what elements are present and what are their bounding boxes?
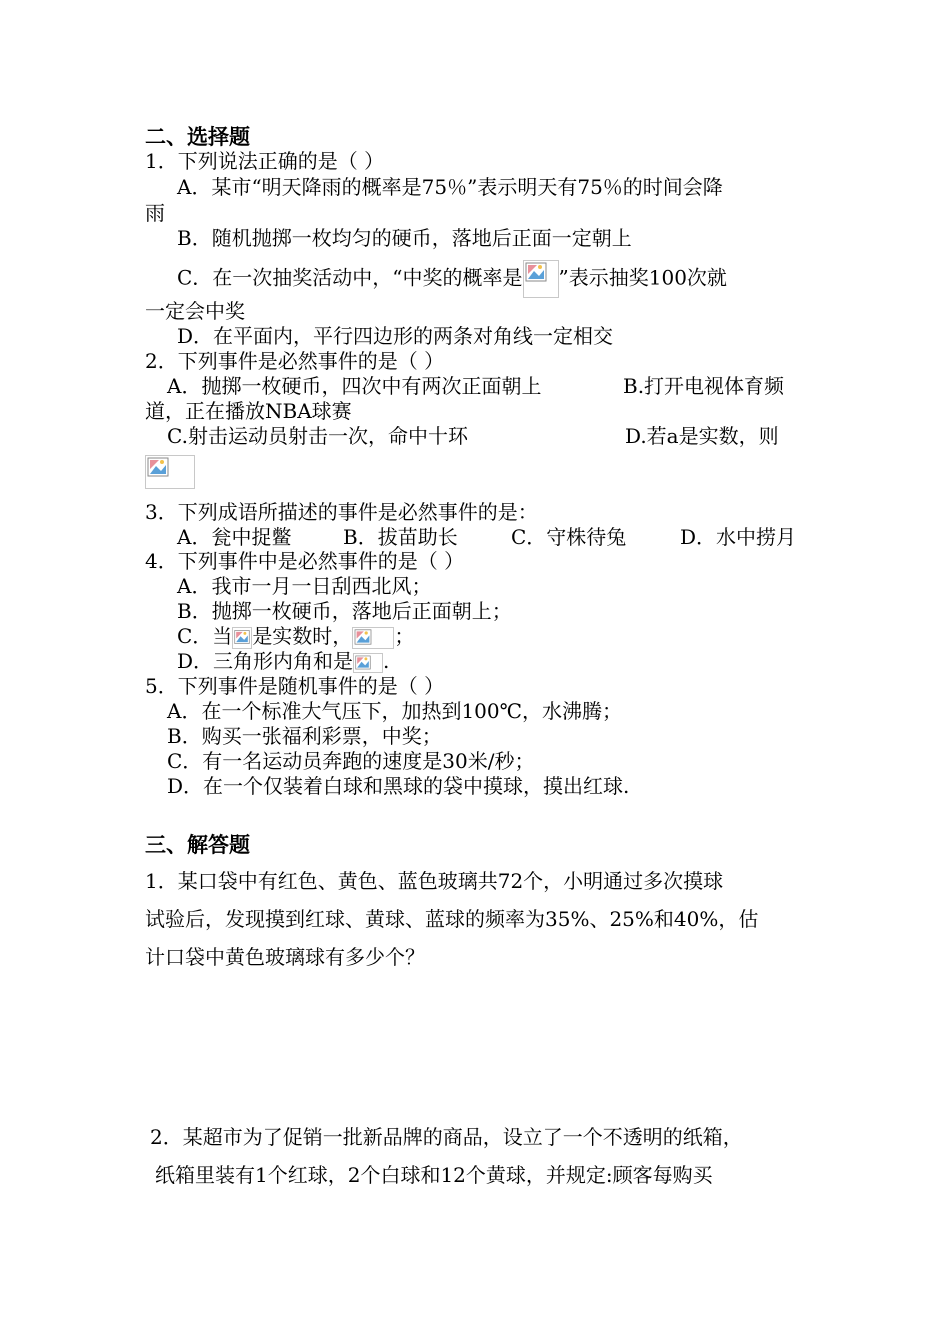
q4-stem: 4．下列事件中是必然事件的是（ ） — [145, 549, 465, 573]
broken-image-icon — [145, 455, 195, 489]
s3-q1-line: 1．某口袋中有红色、黄色、蓝色玻璃共72个，小明通过多次摸球 — [145, 869, 724, 893]
s3-q1-line: 计口袋中黄色玻璃球有多少个？ — [145, 945, 425, 969]
q4-option-a: A．我市一月一日刮西北风； — [177, 574, 432, 598]
q2-option-a: A．抛掷一枚硬币，四次中有两次正面朝上 — [167, 374, 542, 398]
section-heading-choice: 二、选择题 — [145, 125, 250, 149]
q4-option-c-text: C．当 — [177, 624, 233, 648]
q3-option-c: C．守株待兔 — [511, 525, 627, 549]
q4-option-b: B．抛掷一枚硬币，落地后正面朝上； — [177, 599, 512, 623]
q5-option-c: C．有一名运动员奔跑的速度是30米/秒； — [167, 749, 535, 773]
q1-option-a: A．某市“明天降雨的概率是75％”表示明天有75％的时间会降 — [177, 175, 723, 199]
broken-image-icon — [232, 627, 252, 649]
q1-option-c-text: C．在一次抽奖活动中，“中奖的概率是 — [177, 265, 523, 290]
q5-option-d: D．在一个仅装着白球和黑球的袋中摸球，摸出红球. — [167, 774, 630, 798]
section-heading-answer: 三、解答题 — [145, 833, 250, 857]
q1-option-c — [177, 260, 727, 298]
q1-option-b: B．随机抛掷一枚均匀的硬币，落地后正面一定朝上 — [177, 226, 632, 250]
q4-option-d-text: D．三角形内角和是 — [177, 649, 354, 673]
q4-option-c-text-3: ； — [394, 624, 415, 648]
q4-option-d — [177, 648, 389, 674]
q5-option-b: B．购买一张福利彩票，中奖； — [167, 724, 442, 748]
q4-option-c-text-2: 是实数时， — [252, 624, 353, 648]
q2-option-c: C.射击运动员射击一次，命中十环 — [167, 424, 468, 448]
s3-q1-line: 试验后，发现摸到红球、黄球、蓝球的频率为35%、25%和40%，估 — [145, 907, 759, 931]
q3-option-a: A．瓮中捉鳖 — [177, 525, 292, 549]
q1-option-d: D．在平面内，平行四边形的两条对角线一定相交 — [177, 324, 614, 348]
q3-option-b: B．拔苗助长 — [343, 525, 458, 549]
q3-option-d: D．水中捞月 — [680, 525, 797, 549]
q5-option-a: A．在一个标准大气压下，加热到100℃，水沸腾； — [167, 699, 622, 723]
q1-option-a-cont: 雨 — [145, 201, 165, 225]
q2-stem: 2．下列事件是必然事件的是（ ） — [145, 349, 445, 373]
q3-stem: 3．下列成语所描述的事件是必然事件的是： — [145, 500, 538, 524]
broken-image-icon — [352, 627, 394, 649]
q2-option-b-cont: 道，正在播放NBA球赛 — [145, 399, 352, 423]
q1-option-c-cont: 一定会中奖 — [145, 299, 245, 323]
q4-option-d-text-2: . — [383, 649, 390, 673]
broken-image-icon — [523, 260, 559, 298]
q2-option-b: B.打开电视体育频 — [623, 374, 785, 398]
broken-image-icon — [353, 653, 383, 673]
s3-q2-line: 纸箱里装有1个红球，2个白球和12个黄球，并规定:顾客每购买 — [155, 1163, 713, 1187]
q5-stem: 5．下列事件是随机事件的是（ ） — [145, 674, 445, 698]
q4-option-c — [177, 623, 414, 649]
q1-stem: 1．下列说法正确的是（ ） — [145, 149, 385, 173]
s3-q2-line: 2．某超市为了促销一批新品牌的商品，设立了一个不透明的纸箱， — [150, 1125, 743, 1149]
q1-option-c-text-2: ”表示抽奖100次就 — [558, 265, 727, 290]
q2-option-d: D.若a是实数，则 — [625, 424, 779, 448]
q2-option-d-formula — [145, 455, 195, 489]
